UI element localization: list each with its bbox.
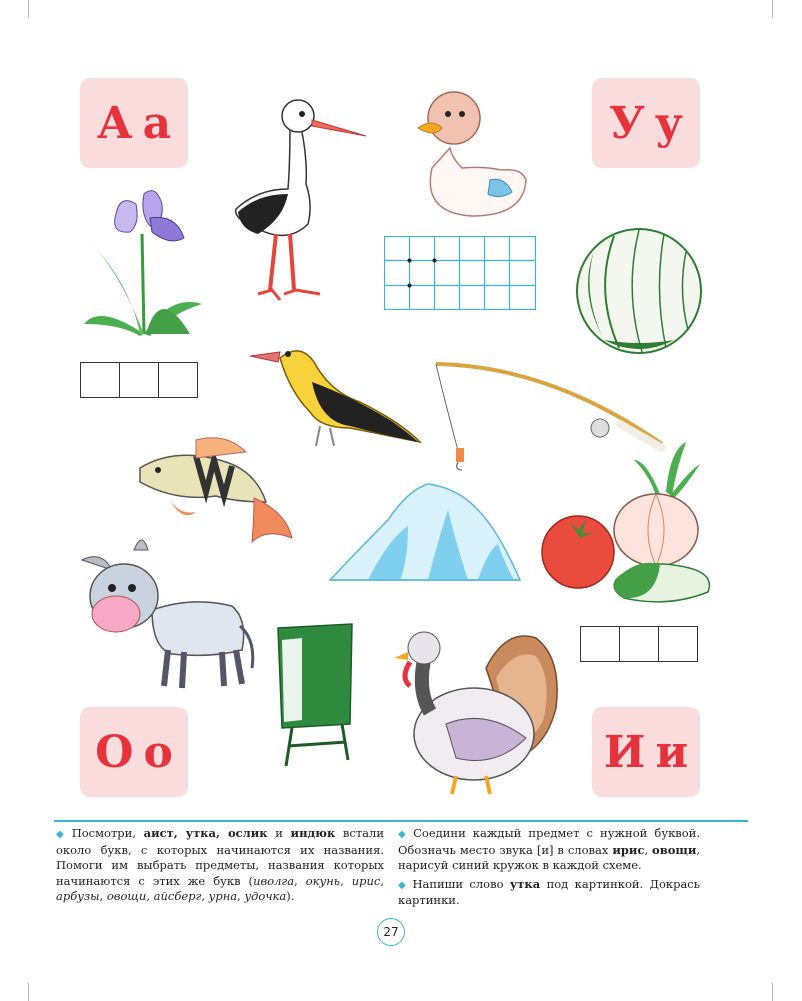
letter-card-u[interactable] [592, 78, 700, 168]
letter-card-a[interactable] [80, 78, 188, 168]
crop-mark [772, 0, 773, 18]
instructions-right [398, 826, 700, 912]
letter-lower: у [654, 97, 683, 149]
iris-illustration[interactable] [80, 184, 204, 346]
letter-card-o[interactable] [80, 707, 188, 797]
turkey-illustration[interactable] [386, 628, 562, 798]
letter-card-i[interactable] [592, 707, 700, 797]
duckling-illustration[interactable] [412, 88, 530, 218]
letter-upper: О [95, 726, 134, 778]
letter-upper: А [96, 97, 133, 149]
letter-lower: и [655, 726, 689, 778]
instruction-paragraph: ◆ Посмотри, аист, утка, ослик и индюк встали около букв, с которых начинаются их названия. Помоги им выбрать предметы, названия которых начинаются с этих же букв (иволга, окунь, ирис, арбузы, овощи, айсберг, урна, удочка). [56, 826, 385, 903]
letter-lower: о [143, 726, 173, 778]
section-divider [54, 820, 748, 822]
stork-illustration[interactable] [228, 94, 368, 314]
bullet-icon: ◆ [56, 829, 68, 840]
instruction-paragraph: ◆ Напиши слово утка под картинкой. Докрась картинки. [398, 876, 700, 907]
instructions-left [56, 826, 384, 908]
vegetables-illustration[interactable] [540, 440, 716, 608]
word-scheme-grid[interactable] [384, 236, 536, 310]
crop-mark [28, 983, 29, 1001]
iceberg-illustration[interactable] [328, 480, 522, 584]
donkey-illustration[interactable] [72, 530, 262, 692]
bullet-icon: ◆ [398, 829, 410, 840]
sound-scheme-vegetables[interactable] [580, 626, 698, 662]
sound-scheme-iris[interactable] [80, 362, 198, 398]
instruction-paragraph: ◆ Соедини каждый предмет с нужной буквой. Обозначь место звука [и] в словах ирис, овощи, нарисуй синий кружок в каждой схеме. [398, 826, 701, 872]
crop-mark [772, 983, 773, 1001]
trash-bin-illustration[interactable] [272, 620, 362, 770]
letter-lower: а [142, 97, 172, 149]
watermelon-illustration[interactable] [574, 226, 704, 356]
page-number: 27 [377, 918, 405, 946]
letter-upper: У [609, 97, 645, 149]
letter-upper: И [603, 726, 646, 778]
crop-mark [28, 0, 29, 18]
bullet-icon: ◆ [398, 879, 409, 891]
